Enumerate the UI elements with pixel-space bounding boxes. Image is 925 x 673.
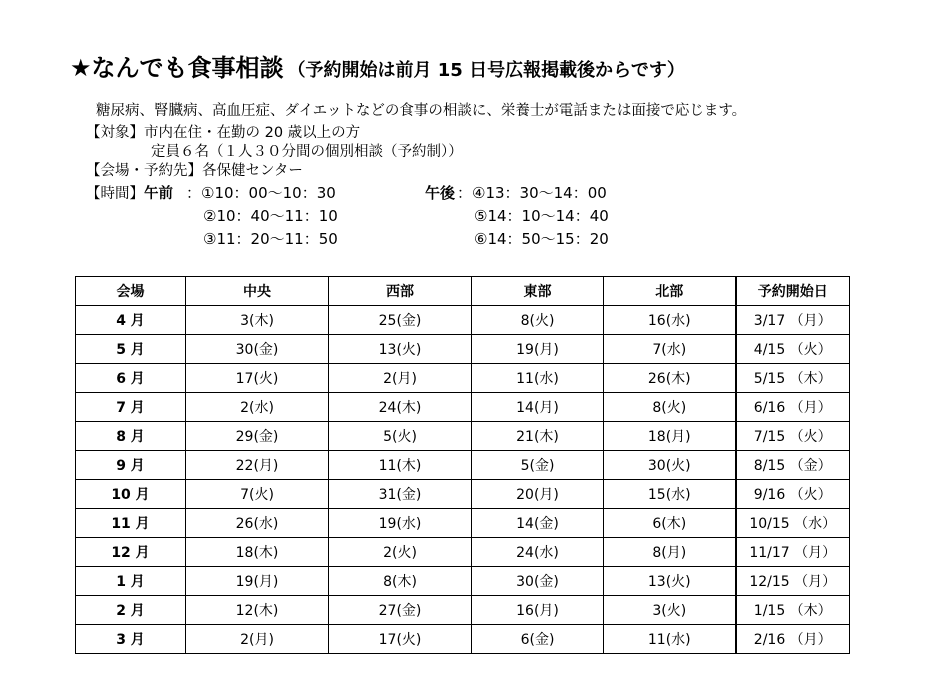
hokubu-cell: 15(水) [604, 480, 736, 509]
pm-label: 午後 [425, 184, 456, 202]
pm-slot-2: ⑤14：10～14：40 [474, 207, 609, 225]
tobu-cell: 19(月) [472, 335, 604, 364]
title-main: ★なんでも食事相談 [70, 54, 284, 82]
month-cell: 12 月 [76, 538, 186, 567]
am-slot-1: ：①10：00～10：30 [186, 184, 336, 202]
table-row [76, 625, 850, 654]
header-hokubu: 北部 [604, 277, 736, 306]
tobu-cell: 6(金) [472, 625, 604, 654]
chuo-cell: 30(金) [186, 335, 329, 364]
hokubu-cell: 16(水) [604, 306, 736, 335]
reservation-start-cell: 4/15 （火） [736, 335, 850, 364]
header-chuo: 中央 [186, 277, 329, 306]
table-row [76, 364, 850, 393]
table-row [76, 306, 850, 335]
reservation-start-cell: 5/15 （木） [736, 364, 850, 393]
month-cell: 4 月 [76, 306, 186, 335]
seibu-cell: 17(火) [329, 625, 472, 654]
page-title [70, 56, 685, 80]
hokubu-cell: 26(木) [604, 364, 736, 393]
chuo-cell: 7(火) [186, 480, 329, 509]
target-label: 【対象】 [86, 125, 144, 141]
hokubu-cell: 30(火) [604, 451, 736, 480]
table-row [76, 335, 850, 364]
table-row [76, 538, 850, 567]
month-cell: 9 月 [76, 451, 186, 480]
table-body [76, 306, 850, 654]
venue-label: 【会場・予約先】 [86, 163, 202, 179]
reservation-start-cell: 9/16 （火） [736, 480, 850, 509]
month-cell: 1 月 [76, 567, 186, 596]
table-row [76, 567, 850, 596]
seibu-cell: 19(水) [329, 509, 472, 538]
chuo-cell: 26(水) [186, 509, 329, 538]
seibu-cell: 31(金) [329, 480, 472, 509]
month-cell: 2 月 [76, 596, 186, 625]
header-seibu: 西部 [329, 277, 472, 306]
chuo-cell: 18(木) [186, 538, 329, 567]
chuo-cell: 12(木) [186, 596, 329, 625]
pm-slot-1: ：④13：30～14：00 [457, 184, 607, 202]
am-slot-2: ②10：40～11：10 [203, 207, 338, 225]
table-row [76, 596, 850, 625]
tobu-cell: 16(月) [472, 596, 604, 625]
title-subtitle: （予約開始は前月 15 日号広報掲載後からです） [287, 60, 685, 81]
chuo-cell: 22(月) [186, 451, 329, 480]
tobu-cell: 24(水) [472, 538, 604, 567]
reservation-start-cell: 12/15 （月） [736, 567, 850, 596]
hokubu-cell: 3(火) [604, 596, 736, 625]
tobu-cell: 14(金) [472, 509, 604, 538]
table-row [76, 451, 850, 480]
header-tobu: 東部 [472, 277, 604, 306]
month-cell: 5 月 [76, 335, 186, 364]
time-label-line [86, 182, 173, 203]
capacity-line: 定員６名（１人３０分間の個別相談（予約制）） [151, 144, 463, 160]
hokubu-cell: 8(月) [604, 538, 736, 567]
seibu-cell: 25(金) [329, 306, 472, 335]
tobu-cell: 5(金) [472, 451, 604, 480]
hokubu-cell: 6(木) [604, 509, 736, 538]
tobu-cell: 8(火) [472, 306, 604, 335]
hokubu-cell: 8(火) [604, 393, 736, 422]
seibu-cell: 2(月) [329, 364, 472, 393]
table-row [76, 422, 850, 451]
reservation-start-cell: 11/17 （月） [736, 538, 850, 567]
seibu-cell: 2(火) [329, 538, 472, 567]
tobu-cell: 11(水) [472, 364, 604, 393]
chuo-cell: 2(月) [186, 625, 329, 654]
month-cell: 6 月 [76, 364, 186, 393]
month-cell: 3 月 [76, 625, 186, 654]
venue-line [86, 159, 303, 180]
table-row [76, 393, 850, 422]
hokubu-cell: 7(水) [604, 335, 736, 364]
month-cell: 11 月 [76, 509, 186, 538]
seibu-cell: 11(木) [329, 451, 472, 480]
seibu-cell: 24(木) [329, 393, 472, 422]
chuo-cell: 17(火) [186, 364, 329, 393]
tobu-cell: 20(月) [472, 480, 604, 509]
chuo-cell: 19(月) [186, 567, 329, 596]
intro-text: 糖尿病、腎臓病、高血圧症、ダイエットなどの食事の相談に、栄養士が電話または面接で応じます。 [96, 103, 747, 119]
table-row [76, 480, 850, 509]
month-cell: 10 月 [76, 480, 186, 509]
target-value: 市内在住・在勤の 20 歳以上の方 [144, 125, 361, 141]
reservation-start-cell: 8/15 （金） [736, 451, 850, 480]
target-line [86, 121, 360, 142]
chuo-cell: 29(金) [186, 422, 329, 451]
chuo-cell: 3(木) [186, 306, 329, 335]
table-row [76, 509, 850, 538]
tobu-cell: 14(月) [472, 393, 604, 422]
venue-value: 各保健センター [202, 163, 303, 179]
am-slot-3: ③11：20～11：50 [203, 230, 338, 248]
hokubu-cell: 11(水) [604, 625, 736, 654]
schedule-table [75, 276, 850, 654]
reservation-start-cell: 2/16 （月） [736, 625, 850, 654]
reservation-start-cell: 10/15 （水） [736, 509, 850, 538]
seibu-cell: 8(木) [329, 567, 472, 596]
am-label: 午前 [144, 186, 173, 202]
reservation-start-cell: 7/15 （火） [736, 422, 850, 451]
month-cell: 8 月 [76, 422, 186, 451]
header-venue: 会場 [76, 277, 186, 306]
pm-slot-3: ⑥14：50～15：20 [474, 230, 609, 248]
seibu-cell: 13(火) [329, 335, 472, 364]
table-header-row [76, 277, 850, 306]
seibu-cell: 5(火) [329, 422, 472, 451]
seibu-cell: 27(金) [329, 596, 472, 625]
reservation-start-cell: 3/17 （月） [736, 306, 850, 335]
tobu-cell: 30(金) [472, 567, 604, 596]
header-reservation-start: 予約開始日 [736, 277, 850, 306]
chuo-cell: 2(水) [186, 393, 329, 422]
reservation-start-cell: 6/16 （月） [736, 393, 850, 422]
time-label: 【時間】 [86, 186, 144, 202]
hokubu-cell: 13(火) [604, 567, 736, 596]
tobu-cell: 21(木) [472, 422, 604, 451]
hokubu-cell: 18(月) [604, 422, 736, 451]
month-cell: 7 月 [76, 393, 186, 422]
reservation-start-cell: 1/15 （木） [736, 596, 850, 625]
